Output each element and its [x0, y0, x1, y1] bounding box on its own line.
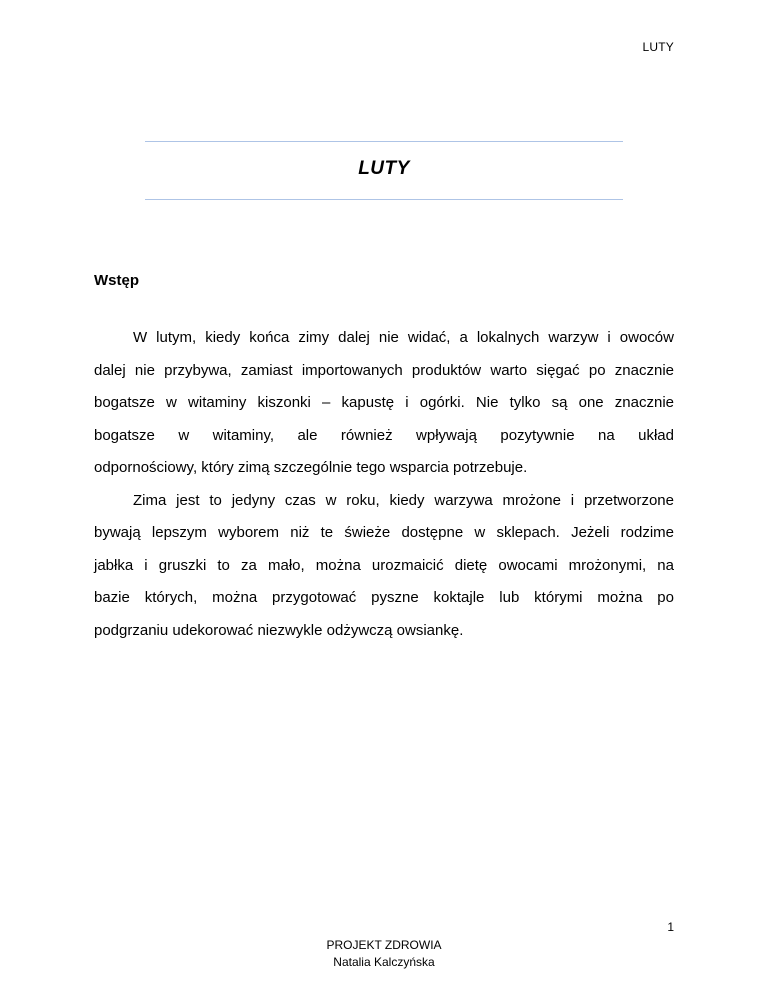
- paragraph-line: bazie których, można przygotować pyszne koktajle lub którymi można po: [94, 589, 674, 606]
- running-header: LUTY: [642, 40, 674, 54]
- footer: [0, 937, 768, 971]
- paragraph-line: bywają lepszym wyborem niż te świeże dostępne w sklepach. Jeżeli rodzime: [94, 524, 674, 541]
- page-number: 1: [667, 920, 674, 934]
- paragraph-line: bogatsze w witaminy kiszonki – kapustę i ogórki. Nie tylko są one znacznie: [94, 394, 674, 411]
- paragraph-line: dalej nie przybywa, zamiast importowanych produktów warto sięgać po znacznie: [94, 361, 674, 379]
- title-block: [145, 141, 623, 200]
- paragraph-line: podgrzaniu udekorować niezwykle odżywczą owsiankę.: [94, 621, 464, 639]
- paragraph-line: jabłka i gruszki to za mało, można urozmaicić dietę owocami mrożonymi, na: [94, 556, 674, 574]
- footer-author: Natalia Kalczyńska: [333, 955, 435, 969]
- page-title: LUTY: [358, 158, 410, 179]
- body-text: [94, 322, 674, 647]
- footer-project: PROJEKT ZDROWIA: [326, 938, 442, 952]
- paragraph-1: [94, 322, 674, 485]
- paragraph-line: odpornościowy, który zimą szczególnie tego wsparcia potrzebuje.: [94, 459, 528, 476]
- paragraph-2: [94, 485, 674, 648]
- section-heading: Wstęp: [94, 272, 139, 289]
- paragraph-line: Zima jest to jedyny czas w roku, kiedy warzywa mrożone i przetworzone: [133, 491, 674, 509]
- paragraph-line: bogatsze w witaminy, ale również wpływają pozytywnie na układ: [94, 426, 674, 444]
- paragraph-line: W lutym, kiedy końca zimy dalej nie widać, a lokalnych warzyw i owoców: [133, 329, 674, 346]
